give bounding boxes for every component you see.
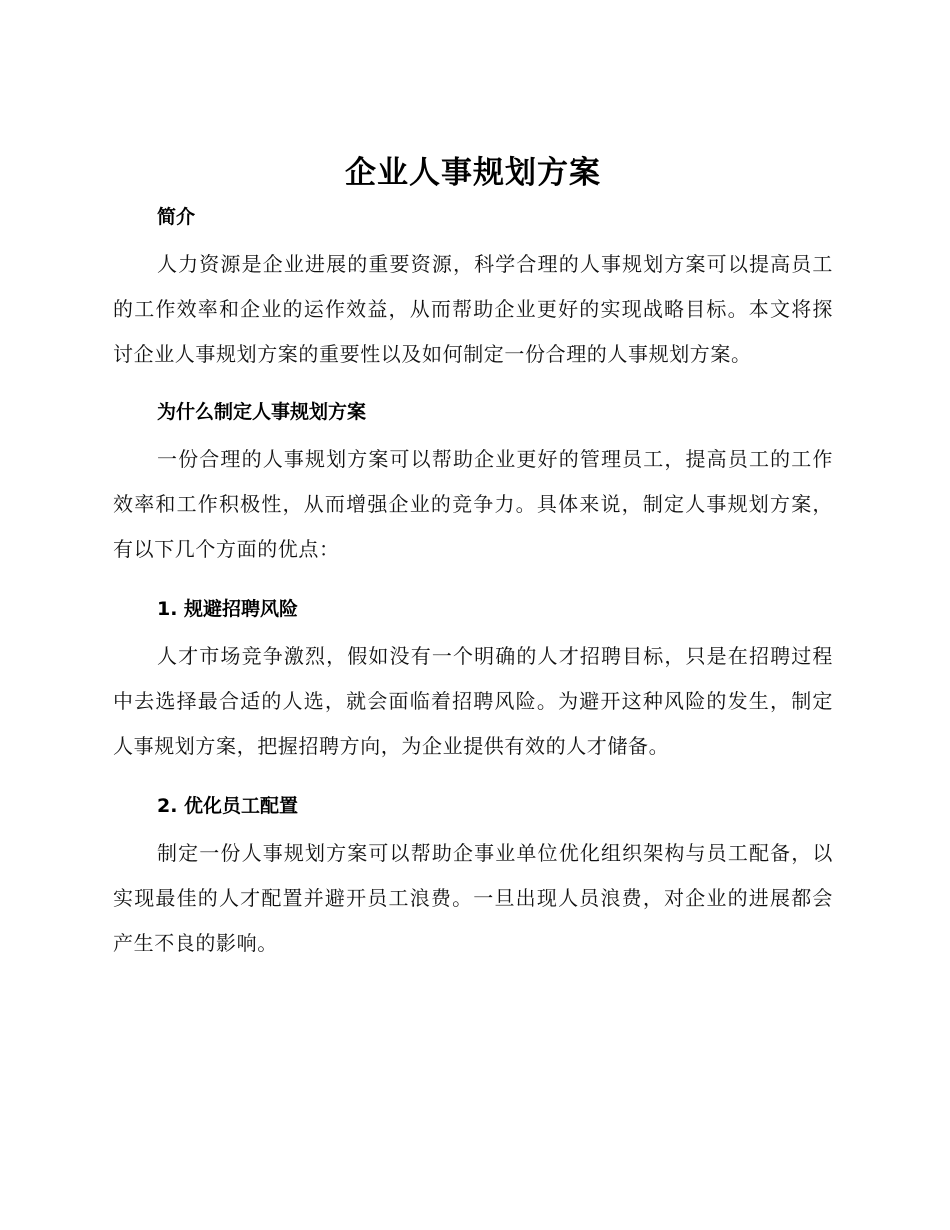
section-paragraph-staff-allocation: 制定一份人事规划方案可以帮助企事业单位优化组织架构与员工配备，以实现最佳的人才配置并避开员工浪费。一旦出现人员浪费，对企业的进展都会产生不良的影响。 (113, 841, 833, 955)
section-heading-intro: 简介 (157, 206, 196, 228)
document-title: 企业人事规划方案 (345, 155, 601, 191)
section-paragraph-why: 一份合理的人事规划方案可以帮助企业更好的管理员工，提高员工的工作效率和工作积极性，从而增强企业的竞争力。具体来说，制定人事规划方案，有以下几个方面的优点： (113, 447, 833, 561)
section-paragraph-recruitment-risk: 人才市场竞争激烈，假如没有一个明确的人才招聘目标，只是在招聘过程中去选择最合适的人选，就会面临着招聘风险。为避开这种风险的发生，制定人事规划方案，把握招聘方向，为企业提供有效的人才储备。 (113, 644, 833, 758)
section-heading-staff-allocation: 2. 优化员工配置 (157, 795, 299, 817)
document-page (113, 150, 833, 966)
section-heading-why: 为什么制定人事规划方案 (157, 401, 367, 423)
section-heading-recruitment-risk: 1. 规避招聘风险 (157, 598, 299, 620)
section-paragraph-intro: 人力资源是企业进展的重要资源，科学合理的人事规划方案可以提高员工的工作效率和企业的运作效益，从而帮助企业更好的实现战略目标。本文将探讨企业人事规划方案的重要性以及如何制定一份合理的人事规划方案。 (113, 252, 833, 366)
